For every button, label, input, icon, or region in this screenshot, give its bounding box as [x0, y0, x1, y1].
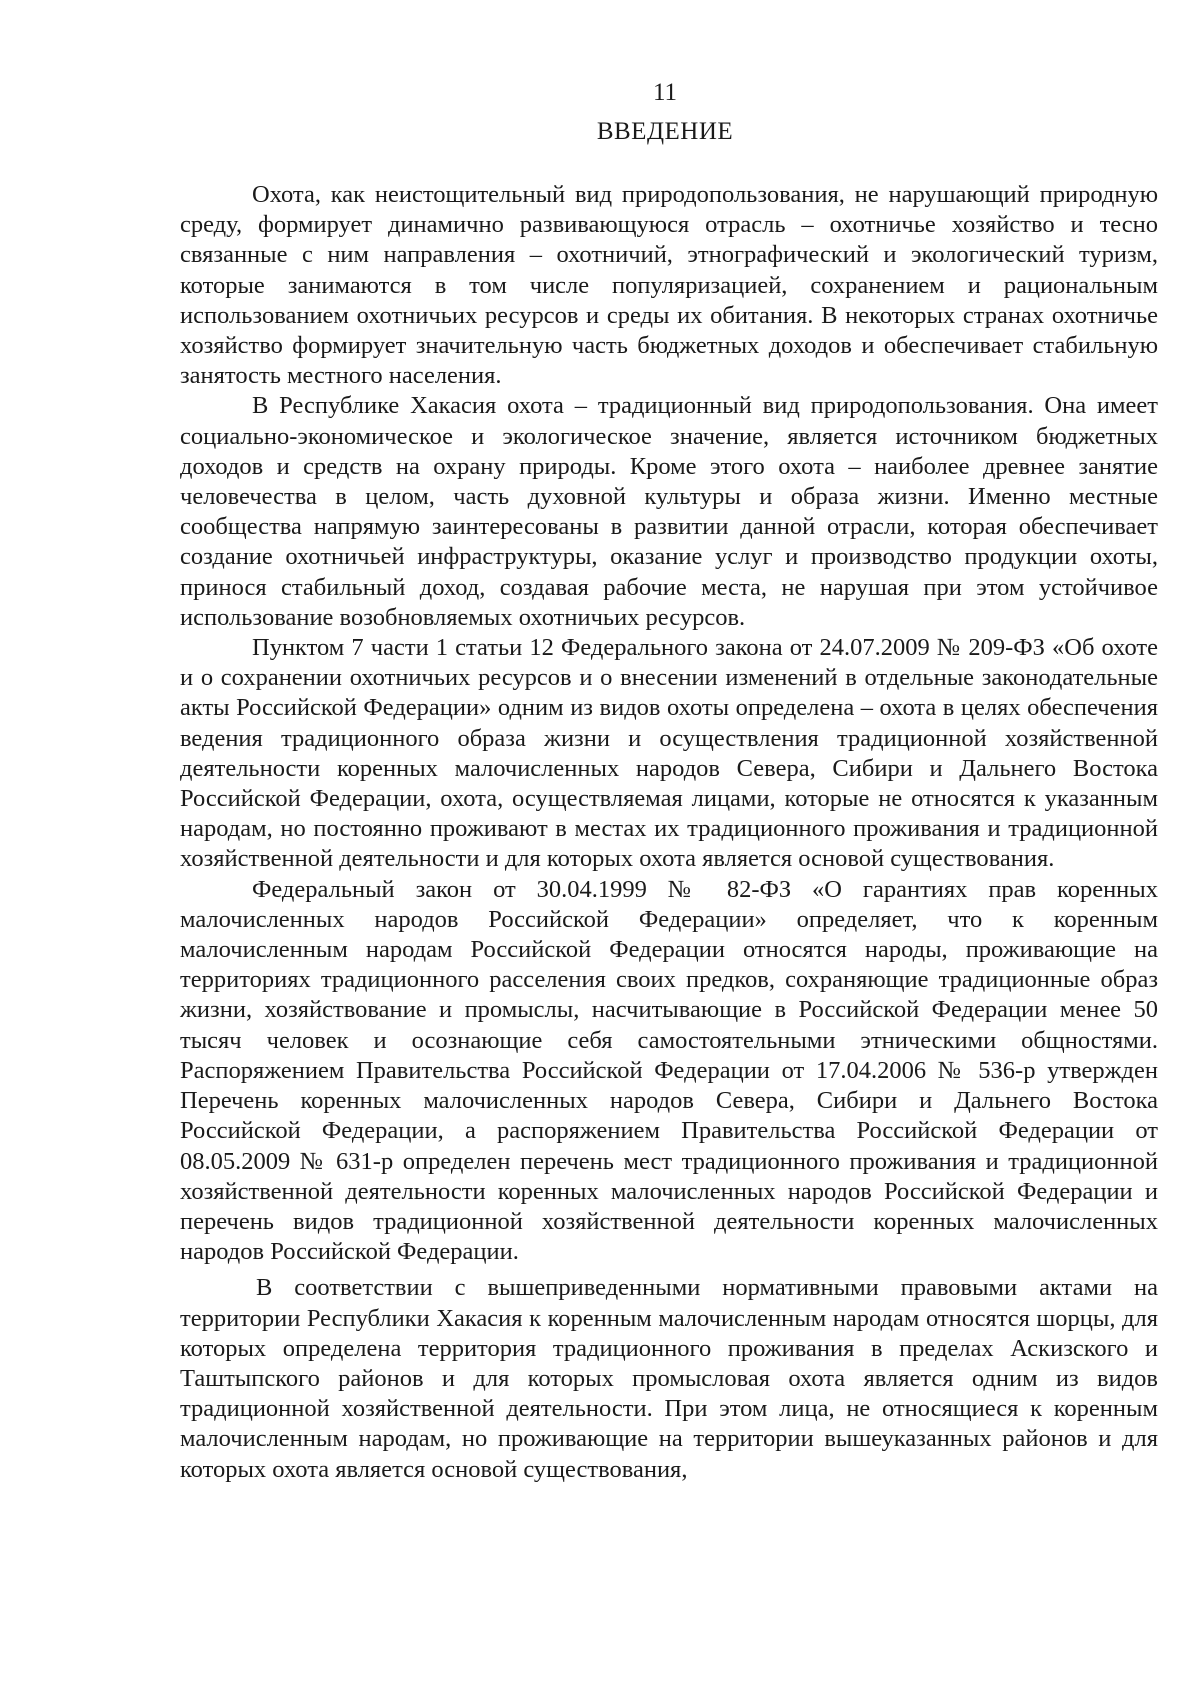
page-number: 11 [652, 79, 678, 106]
paragraph: В Республике Хакасия охота – традиционный вид природопользования. Она имеет социально-экономическое и экологическое значение, является источником бюджетных доходов и средств на охрану природы. Кроме этого охота – наиболее древнее занятие человечества в целом, часть духовной культуры и образа жизни. Именно местные сообщества напрямую заинтересованы в развитии данной отрасли, которая обеспечивает создание охотничьей инфраструктуры, оказание услуг и производство продукции охоты, принося стабильный доход, создавая рабочие места, не нарушая при этом устойчивое использование возобновляемых охотничьих ресурсов. [180, 392, 1158, 631]
body-text [180, 180, 1158, 1485]
paragraph: В соответствии с вышеприведенными нормативными правовыми актами на территории Республики Хакасия к коренным малочисленным народам относятся шорцы, для которых определена территория традиционного проживания в пределах Аскизского и Таштыпского районов и для которых промысловая охота является одним из видов традиционной хозяйственной деятельности. При этом лица, не относящиеся к коренным малочисленным народам, но проживающие на территории вышеуказанных районов и для которых охота является основой существования, [180, 1274, 1158, 1483]
section-heading: ВВЕДЕНИЕ [596, 118, 734, 145]
paragraph: Охота, как неистощительный вид природопользования, не нарушающий природную среду, формирует динамично развивающуюся отрасль – охотничье хозяйство и тесно связанные с ним направления – охотничий, этнографический и экологический туризм, которые занимаются в том числе популяризацией, сохранением и рациональным использованием охотничьих ресурсов и среды их обитания. В некоторых странах охотничье хозяйство формирует значительную часть бюджетных доходов и обеспечивает стабильную занятость местного населения. [180, 181, 1158, 390]
paragraph: Пунктом 7 части 1 статьи 12 Федерального закона от 24.07.2009 № 209-ФЗ «Об охоте и о сохранении охотничьих ресурсов и о внесении изменений в отдельные законодательные акты Российской Федерации» одним из видов охоты определена – охота в целях обеспечения ведения традиционного образа жизни и осуществления традиционной хозяйственной деятельности коренных малочисленных народов Севера, Сибири и Дальнего Востока Российской Федерации, охота, осуществляемая лицами, которые не относятся к указанным народам, но постоянно проживают в местах их традиционного проживания и традиционной хозяйственной деятельности и для которых охота является основой существования. [180, 634, 1158, 873]
paragraph: Федеральный закон от 30.04.1999 № 82-ФЗ «О гарантиях прав коренных малочисленных народов Российской Федерации» определяет, что к коренным малочисленным народам Российской Федерации относятся народы, проживающие на территориях традиционного расселения своих предков, сохраняющие традиционные образ жизни, хозяйствование и промыслы, насчитывающие в Российской Федерации менее 50 тысяч человек и осознающие себя самостоятельными этническими общностями. Распоряжением Правительства Российской Федерации от 17.04.2006 № 536-р утвержден Перечень коренных малочисленных народов Севера, Сибири и Дальнего Востока Российской Федерации, а распоряжением Правительства Российской Федерации от 08.05.2009 № 631-р определен перечень мест традиционного проживания и традиционной хозяйственной деятельности коренных малочисленных народов Российской Федерации и перечень видов традиционной хозяйственной деятельности коренных малочисленных народов Российской Федерации. [180, 875, 1158, 1266]
